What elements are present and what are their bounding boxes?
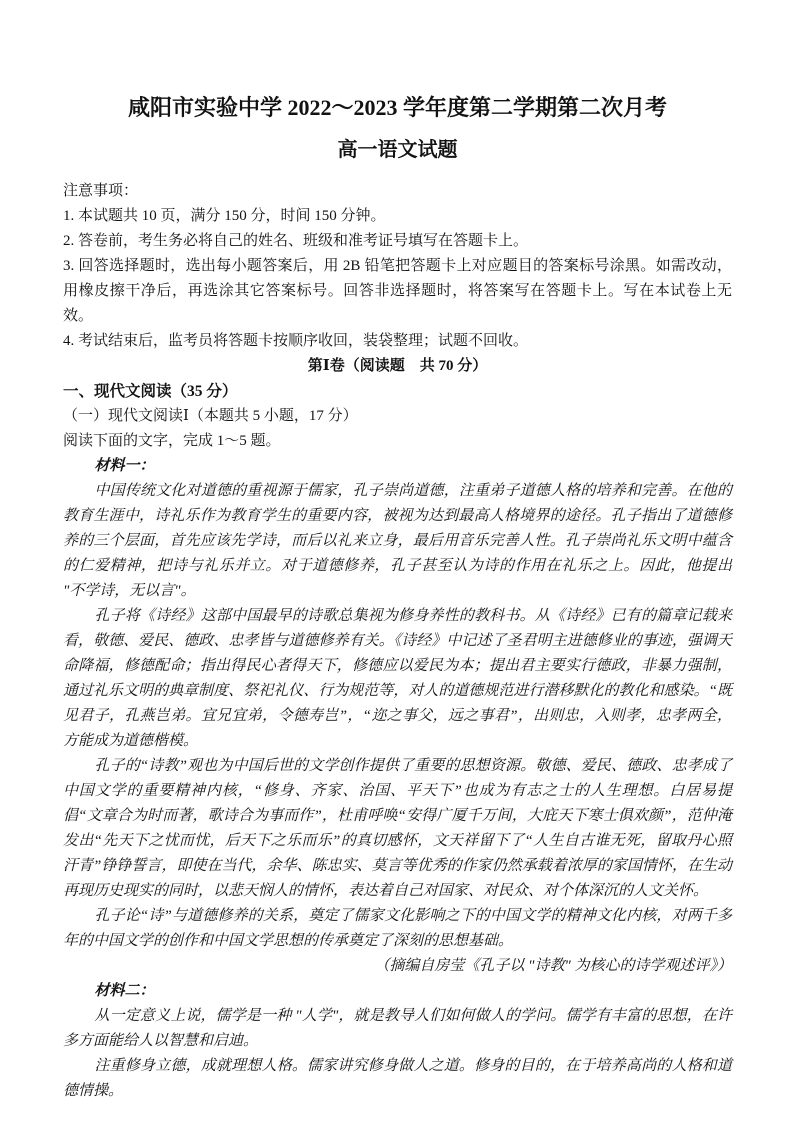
notice-item-3: 3. 回答选择题时，选出每小题答案后，用 2B 铅笔把答题卡上对应题目的答案标号涂黑。如需改动，用橡皮擦干净后，再选涂其它答案标号。回答非选择题时，将答案写在答题卡上。写在本试卷上无效。 (63, 258, 732, 324)
material-one-paragraph: 孔子的“诗教”观也为中国后世的文学创作提供了重要的思想资源。敬德、爱民、德政、忠孝成了中国文学的重要精神内核，“修身、齐家、治国、平天下”也成为有志之士的人生理想。白居易提倡“文章合为时而著，歌诗合为事而作”，杜甫呼唤“安得广厦千万间，大庇天下寒士俱欢颜”，范仲淹发出“先天下之忧而忧，后天下之乐而乐”的真切感怀，文天祥留下了“人生自古谁无死，留取丹心照汗青”铮铮誓言，即使在当代，余华、陈忠实、莫言等优秀的作家仍然承载着浓厚的家国情怀，在生动再现历史现实的同时，以悲天悯人的情怀，表达着自己对国家、对民众、对个体深沉的人文关怀。 (63, 758, 732, 899)
material-two-paragraph: 注重修身立德，成就理想人格。儒家讲究修身做人之道。修身的目的，在于培养高尚的人格和道德情操。 (63, 1058, 732, 1099)
subsection-heading: （一）现代文阅读Ⅰ（本题共 5 小题，17 分） (63, 408, 358, 424)
material-two-paragraph: 从一定意义上说，儒学是一种 "人学"，就是教导人们如何做人的学问。儒学有丰富的思想，在许多方面能给人以智慧和启迪。 (63, 1008, 732, 1049)
material-one-block (63, 454, 732, 979)
material-one-paragraph: 孔子论“诗”与道德修养的关系，奠定了儒家文化影响之下的中国文学的精神文化内核，对两千多年的中国文学的创作和中国文学思想的传承奠定了深刻的思想基础。 (63, 908, 732, 949)
material-one-paragraph: 孔子将《诗经》这部中国最早的诗歌总集视为修身养性的教科书。从《诗经》已有的篇章记载来看，敬德、爱民、德政、忠孝皆与道德修养有关。《诗经》中记述了圣君明主进德修业的事迹，强调天命降福，修德配命；指出得民心者得天下，修德应以爱民为本；提出君主要实行德政，非暴力强制，通过礼乐文明的典章制度、祭祀礼仪、行为规范等，对人的道德规范进行潜移默化的教化和感染。“既见君子，孔燕岂弟。宜兄宜弟，令德寿岂”，“迩之事父，远之事君”，出则忠，入则孝，忠孝两全，方能成为道德楷模。 (63, 608, 732, 749)
reading-instruction: 阅读下面的文字，完成 1～5 题。 (63, 433, 281, 449)
notice-item-1: 1. 本试题共 10 页，满分 150 分，时间 150 分钟。 (63, 208, 386, 224)
material-one-paragraph: 中国传统文化对道德的重视源于儒家，孔子崇尚道德，注重弟子道德人格的培养和完善。在他的教育生涯中，诗礼乐作为教育学生的重要内容，被视为达到最高人格境界的途径。孔子指出了道德修养的三个层面，首先应该先学诗，而后以礼来立身，最后用音乐完善人性。孔子崇尚礼乐文明中蕴含的仁爱精神，把诗与礼乐并立。对于道德修养，孔子甚至认为诗的作用在礼乐之上。因此，他提出 "不学诗，无以言"。 (63, 483, 732, 599)
part-heading: 第Ⅰ卷（阅读题 共 70 分） (307, 358, 488, 374)
material-one-citation: （摘编自房莹《孔子以 "诗教" 为核心的诗学观述评》） (374, 958, 732, 974)
material-one-label: 材料一： (94, 458, 155, 474)
material-two-label: 材料二： (94, 983, 155, 999)
material-two-block (63, 979, 732, 1104)
notice-item-2: 2. 答卷前，考生务必将自己的姓名、班级和准考证号填写在答题卡上。 (63, 233, 529, 249)
notice-item-4: 4. 考试结束后，监考员将答题卡按顺序收回，装袋整理；试题不回收。 (63, 333, 529, 349)
exam-subtitle: 高一语文试题 (337, 139, 458, 161)
notices-block (63, 179, 732, 354)
notices-heading: 注意事项： (63, 183, 139, 199)
exam-title: 咸阳市实验中学 2022～2023 学年度第二学期第二次月考 (127, 95, 667, 120)
section-heading: 一、现代文阅读（35 分） (63, 383, 238, 400)
